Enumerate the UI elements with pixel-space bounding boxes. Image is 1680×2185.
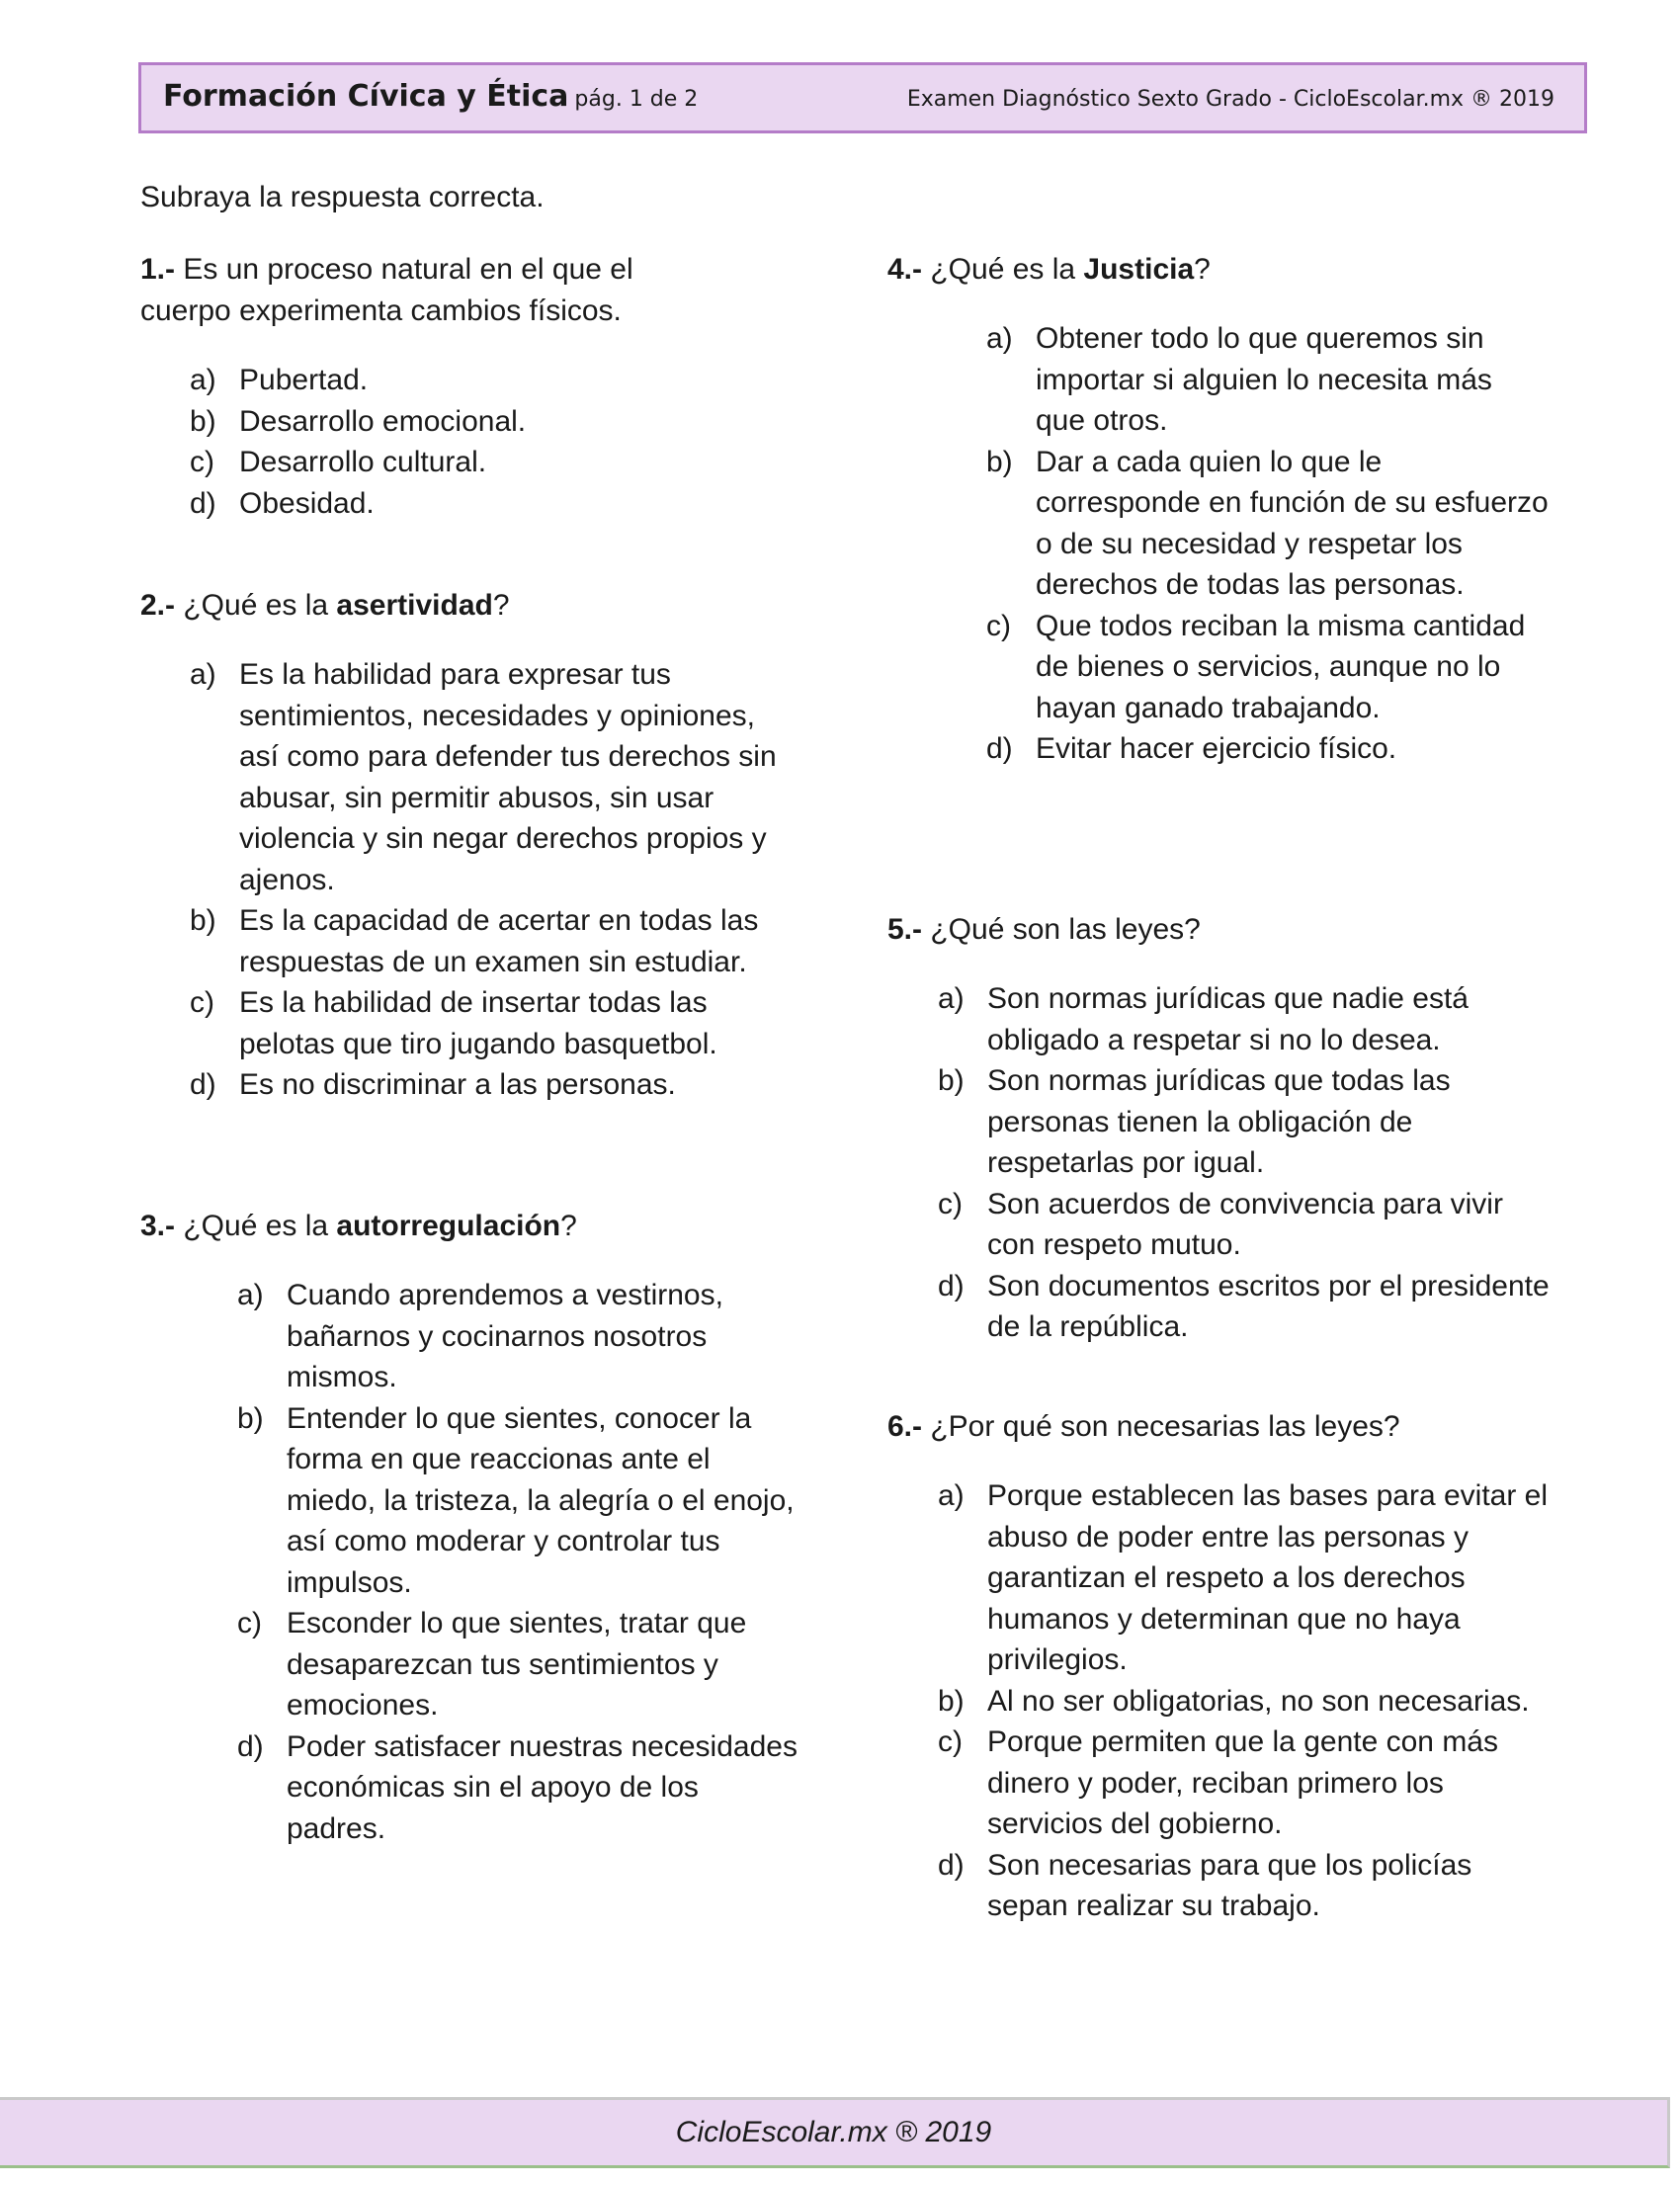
question-text	[887, 249, 1550, 291]
option-letter: a)	[237, 1279, 264, 1311]
option-letter: d)	[938, 1269, 965, 1303]
option-d[interactable]	[887, 728, 1550, 770]
option-letter: b)	[938, 1064, 965, 1097]
option-letter: a)	[986, 322, 1013, 355]
option-d[interactable]	[140, 1064, 793, 1106]
option-b[interactable]	[140, 401, 802, 443]
option-c[interactable]	[140, 442, 802, 483]
option-b[interactable]	[887, 1681, 1551, 1723]
option-text: Cuando aprendemos a vestirnos, bañarnos y cocinarnos nosotros mismos.	[287, 1279, 723, 1393]
question-6	[887, 1406, 1550, 1927]
instructions: Subraya la respuesta correcta.	[140, 181, 545, 213]
option-c[interactable]	[887, 606, 1550, 729]
option-list	[887, 978, 1550, 1348]
question-prompt: Es un proceso natural en el que el cuerpo experimenta cambios físicos.	[140, 253, 633, 327]
option-letter: a)	[190, 658, 216, 691]
question-prompt: ¿Qué es la	[922, 253, 1084, 286]
option-a[interactable]	[887, 318, 1550, 442]
subject-title	[163, 79, 698, 114]
option-text: Entender lo que sientes, conocer la forma en que reaccionas ante el miedo, la tristeza, la alegría o el enojo, así como moderar y controlar tus impulsos.	[287, 1401, 795, 1599]
option-letter: a)	[938, 1479, 965, 1512]
option-text: Son necesarias para que los policías sepan realizar su trabajo.	[987, 1848, 1472, 1922]
option-letter: b)	[190, 904, 216, 937]
question-number: 2.-	[140, 589, 176, 622]
question-number: 1.-	[140, 253, 176, 286]
option-letter: c)	[190, 986, 214, 1019]
question-keyword: Justicia	[1083, 253, 1195, 286]
question-text	[887, 909, 1550, 951]
question-text	[140, 249, 723, 332]
option-a[interactable]	[887, 1475, 1551, 1681]
option-text: Son documentos escritos por el presidente de la república.	[987, 1269, 1550, 1343]
option-d[interactable]	[887, 1266, 1551, 1348]
question-2	[140, 585, 802, 1106]
option-text: Porque permiten que la gente con más dinero y poder, reciban primero los servicios del gobierno.	[987, 1725, 1498, 1840]
question-prompt: ¿Qué es la	[175, 589, 337, 622]
option-c[interactable]	[887, 1722, 1551, 1845]
option-a[interactable]	[140, 654, 793, 900]
question-prompt: ¿Por qué son necesarias las leyes?	[922, 1410, 1400, 1443]
option-letter: d)	[237, 1729, 264, 1763]
option-letter: b)	[938, 1684, 965, 1718]
option-b[interactable]	[887, 442, 1550, 606]
option-b[interactable]	[140, 900, 793, 982]
question-1	[140, 249, 802, 524]
option-letter: b)	[986, 445, 1013, 478]
option-letter: c)	[237, 1607, 262, 1639]
option-letter: d)	[986, 732, 1013, 765]
exam-title: Examen Diagnóstico Sexto Grado - CicloEscolar.mx ® 2019	[906, 87, 1554, 112]
option-letter: d)	[190, 1068, 216, 1101]
option-letter: b)	[237, 1401, 264, 1435]
question-number: 6.-	[887, 1410, 923, 1443]
question-keyword: asertividad	[336, 589, 493, 622]
option-d[interactable]	[140, 483, 802, 525]
option-text: Esconder lo que sientes, tratar que desaparezcan tus sentimientos y emociones.	[287, 1607, 747, 1722]
question-prompt: ¿Qué son las leyes?	[922, 913, 1201, 946]
question-prompt: ¿Qué es la	[175, 1210, 337, 1242]
question-text	[140, 1206, 802, 1247]
question-5	[887, 909, 1550, 1348]
question-number: 3.-	[140, 1210, 176, 1242]
option-letter: c)	[986, 609, 1011, 642]
option-text: Pubertad.	[239, 364, 369, 396]
option-a[interactable]	[887, 978, 1551, 1060]
option-text: Desarrollo emocional.	[239, 404, 527, 438]
left-column	[140, 249, 802, 1845]
option-text: Que todos reciban la misma cantidad de bienes o servicios, aunque no lo hayan ganado trabajando.	[1036, 609, 1526, 724]
question-3	[140, 1206, 802, 1849]
option-a[interactable]	[140, 1275, 800, 1398]
question-suffix: ?	[1194, 253, 1211, 286]
option-text: Porque establecen las bases para evitar el abuso de poder entre las personas y garantizan el respeto a los derechos humanos y determinan que no haya privilegios.	[987, 1479, 1549, 1676]
option-d[interactable]	[140, 1726, 800, 1850]
page-indicator: pág. 1 de 2	[574, 87, 699, 112]
option-list	[140, 1275, 802, 1849]
option-letter: a)	[190, 364, 216, 396]
question-4	[887, 249, 1550, 770]
option-letter: c)	[190, 446, 214, 478]
subject-name: Formación Cívica y Ética	[163, 79, 569, 114]
option-text: Es la habilidad para expresar tus sentimientos, necesidades y opiniones, así como para defender tus derechos sin abusar, sin permitir abusos, sin usar violencia y sin negar derechos propios y ajenos.	[239, 658, 777, 896]
option-a[interactable]	[140, 360, 802, 401]
page-footer	[0, 2097, 1670, 2168]
option-letter: a)	[938, 982, 965, 1015]
question-text	[140, 585, 802, 627]
page-header	[138, 62, 1587, 133]
option-b[interactable]	[140, 1398, 800, 1604]
option-text: Dar a cada quien lo que le corresponde en función de su esfuerzo o de su necesidad y respetar los derechos de todas las personas.	[1036, 445, 1549, 601]
option-letter: b)	[190, 404, 216, 438]
question-suffix: ?	[492, 589, 510, 622]
option-list	[140, 360, 802, 524]
option-text: Evitar hacer ejercicio físico.	[1036, 732, 1397, 765]
question-number: 4.-	[887, 253, 923, 286]
option-text: Son acuerdos de convivencia para vivir con respeto mutuo.	[987, 1187, 1503, 1261]
footer-text: CicloEscolar.mx ® 2019	[675, 2116, 992, 2148]
question-text	[887, 1406, 1550, 1448]
option-list	[887, 318, 1550, 770]
option-list	[140, 654, 802, 1106]
option-c[interactable]	[887, 1184, 1551, 1266]
question-number: 5.-	[887, 913, 923, 946]
question-keyword: autorregulación	[336, 1210, 561, 1242]
option-text: Obesidad.	[239, 486, 375, 520]
option-text: Poder satisfacer nuestras necesidades económicas sin el apoyo de los padres.	[287, 1729, 798, 1845]
option-c[interactable]	[140, 982, 793, 1064]
option-letter: c)	[938, 1187, 963, 1220]
option-text: Son normas jurídicas que nadie está obligado a respetar si no lo desea.	[987, 982, 1469, 1056]
option-text: Es no discriminar a las personas.	[239, 1068, 676, 1101]
option-text: Es la habilidad de insertar todas las pelotas que tiro jugando basquetbol.	[239, 986, 717, 1060]
option-text: Obtener todo lo que queremos sin importar si alguien lo necesita más que otros.	[1036, 322, 1492, 437]
option-text: Al no ser obligatorias, no son necesarias.	[987, 1684, 1530, 1718]
option-b[interactable]	[887, 1060, 1551, 1184]
question-suffix: ?	[560, 1210, 577, 1242]
option-text: Son normas jurídicas que todas las personas tienen la obligación de respetarlas por igual.	[987, 1064, 1451, 1179]
option-letter: c)	[938, 1725, 963, 1758]
option-c[interactable]	[140, 1603, 800, 1726]
option-letter: d)	[938, 1848, 965, 1882]
option-d[interactable]	[887, 1845, 1551, 1927]
option-list	[887, 1475, 1550, 1927]
option-text: Desarrollo cultural.	[239, 446, 487, 478]
option-text: Es la capacidad de acertar en todas las respuestas de un examen sin estudiar.	[239, 904, 759, 978]
option-letter: d)	[190, 486, 216, 520]
